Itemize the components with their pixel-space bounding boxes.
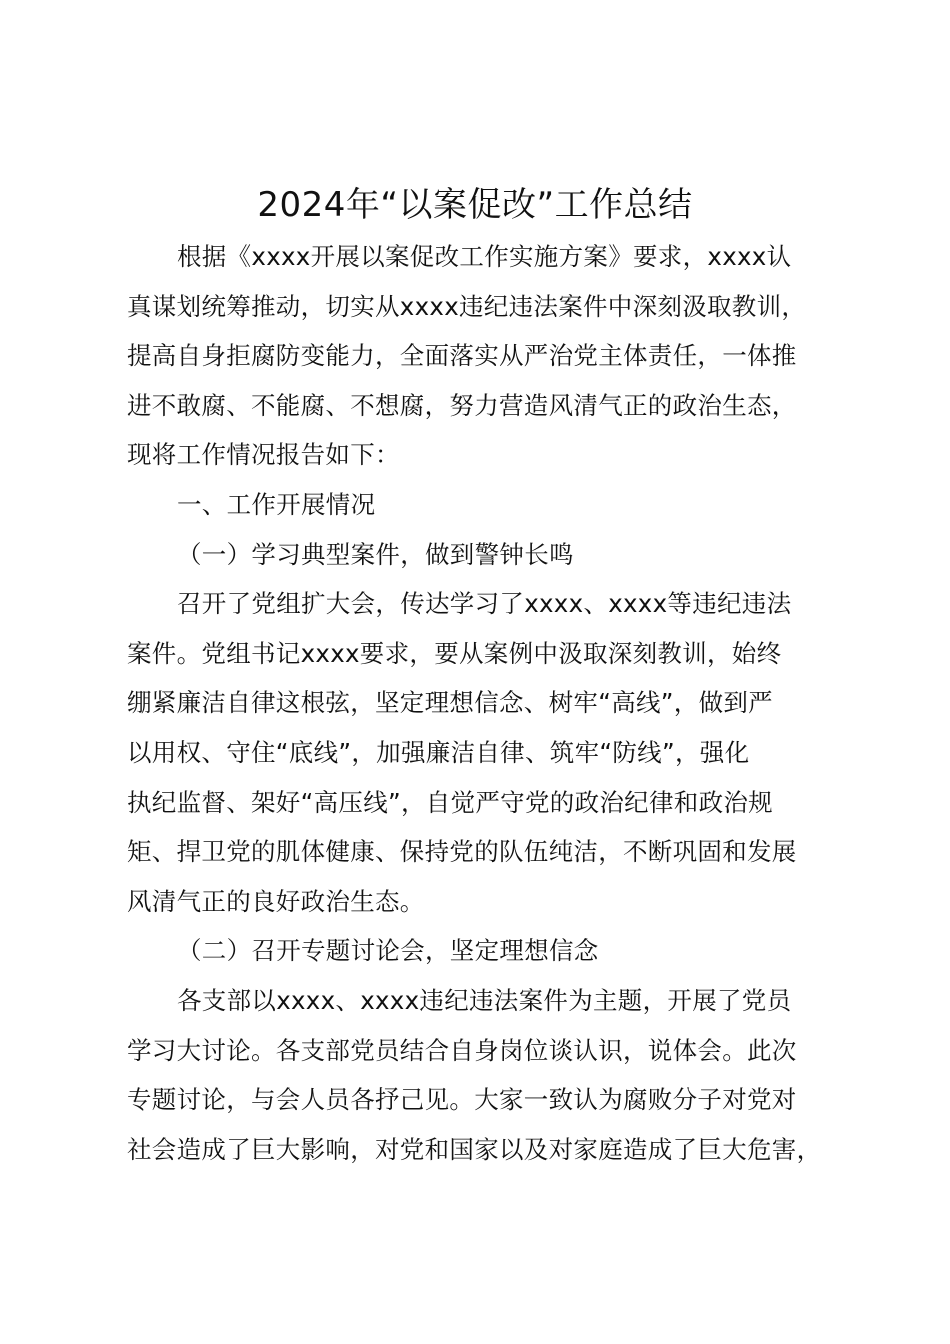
body-line: 执纪监督、架好“高压线”，自觉严守党的政治纪律和政治规 — [127, 787, 773, 817]
body-line: 提高自身拒腐防变能力，全面落实从严治党主体责任，一体推 — [127, 341, 797, 371]
body-line: 绷紧廉洁自律这根弦，坚定理想信念、树牢“高线”，做到严 — [127, 688, 773, 718]
body-line: 真谋划统筹推动，切实从xxxx违纪违法案件中深刻汲取教训， — [127, 291, 807, 321]
body-line: 根据《xxxx开展以案促改工作实施方案》要求，xxxx认 — [177, 242, 792, 271]
body-line: 以用权、守住“底线”，加强廉洁自律、筑牢“防线”，强化 — [127, 737, 750, 767]
section-heading: 一、工作开展情况 — [177, 489, 376, 519]
body-line: 进不敢腐、不能腐、不想腐，努力营造风清气正的政治生态， — [127, 390, 797, 420]
body-line: 各支部以xxxx、xxxx违纪违法案件为主题，开展了党员 — [177, 985, 792, 1015]
document-body — [127, 232, 867, 1174]
body-line: 专题讨论，与会人员各抒己见。大家一致认为腐败分子对党对 — [127, 1085, 797, 1115]
subsection-heading: （二）召开专题讨论会，坚定理想信念 — [177, 936, 599, 966]
document-title: 2024年“以案促改”工作总结 — [257, 185, 693, 225]
subsection-heading: （一）学习典型案件，做到警钟长鸣 — [177, 539, 574, 569]
body-line: 风清气正的良好政治生态。 — [127, 886, 425, 916]
body-line: 矩、捍卫党的肌体健康、保持党的队伍纯洁，不断巩固和发展 — [127, 837, 797, 867]
body-line: 案件。党组书记xxxx要求，要从案例中汲取深刻教训，始终 — [127, 638, 782, 668]
body-line: 学习大讨论。各支部党员结合自身岗位谈认识，说体会。此次 — [127, 1035, 797, 1065]
body-line: 社会造成了巨大影响，对党和国家以及对家庭造成了巨大危害， — [127, 1134, 822, 1164]
body-line: 召开了党组扩大会，传达学习了xxxx、xxxx等违纪违法 — [177, 589, 792, 619]
body-line: 现将工作情况报告如下： — [127, 440, 400, 470]
